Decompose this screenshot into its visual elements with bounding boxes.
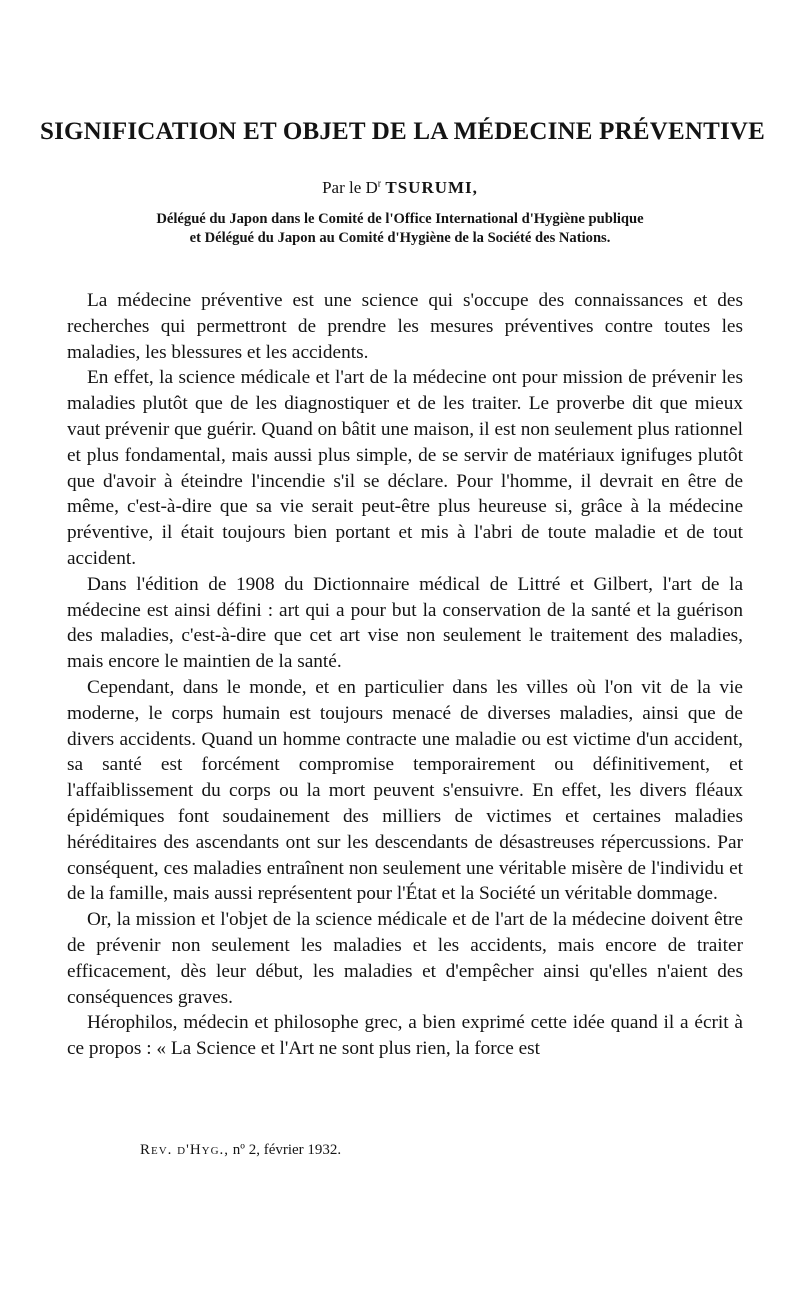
paragraph: En effet, la science médicale et l'art de la médecine ont pour mission de prévenir les maladies plutôt que de les diagnostiquer et de les traiter. Le proverbe dit que mieux vaut prévenir que guérir. Quand on bâtit une maison, il est non seulement plus rationnel et plus fondamental, mais aussi plus simple, de se servir de matériaux ignifuges plutôt que d'avoir à éteindre l'incendie s'il se déclare. Pour l'homme, il devrait en être de même, c'est-à-dire que sa vie serait peut-être plus heureuse si, grâce à la médecine préventive, il était toujours bien portant et mis à l'abri de toute maladie et de tout accident.	[67, 367, 743, 569]
issue-reference: nº 2, février 1932.	[232, 1142, 342, 1158]
affiliation-line: et Délégué du Japon au Comité d'Hygiène de la Société des Nations.	[189, 230, 611, 246]
author-affiliation	[0, 210, 800, 248]
paragraph: La médecine préventive est une science qui s'occupe des connaissances et des recherches qui permettront de prendre les mesures préventives contre toutes les maladies, les blessures et les accidents.	[67, 290, 743, 363]
article-title: SIGNIFICATION ET OBJET DE LA MÉDECINE PRÉVENTIVE	[40, 118, 766, 145]
author-byline	[0, 178, 800, 198]
affiliation-line: Délégué du Japon dans le Comité de l'Office International d'Hygiène publique	[156, 211, 644, 227]
paragraph: Dans l'édition de 1908 du Dictionnaire médical de Littré et Gilbert, l'art de la médecine est ainsi défini : art qui a pour but la conservation de la santé et la guérison des maladies, c'est-à-dire que cet art vise non seulement le traitement des maladies, mais encore le maintien de la santé.	[67, 573, 743, 673]
paragraph: Hérophilos, médecin et philosophe grec, a bien exprimé cette idée quand il a écrit à ce propos : « La Science et l'Art ne sont plus rien, la force est	[67, 1012, 743, 1060]
journal-abbreviation: Rev. d'Hyg.,	[140, 1142, 230, 1158]
paragraph: Cependant, dans le monde, et en particulier dans les villes où l'on vit de la vie moderne, le corps humain est toujours menacé de diverses maladies, ainsi que de divers accidents. Quand un homme contracte une maladie ou est victime d'un accident, sa santé est forcément compromise temporairement ou définitivement, et l'affaiblissement du corps ou la mort peuvent s'ensuivre. En effet, les divers fléaux épidémiques font soudainement des milliers de victimes et certaines maladies héréditaires des ascendants ont sur les descendants de désastreuses répercussions. Par conséquent, ces maladies entraînent non seulement une véritable misère de l'individu et de la famille, mais aussi représentent pour l'État et la Société un véritable dommage.	[67, 676, 743, 905]
byline-title-superscript: r	[377, 178, 382, 190]
article-body	[67, 288, 743, 1062]
paragraph: Or, la mission et l'objet de la science médicale et de l'art de la médecine doivent être de prévenir non seulement les maladies et les accidents, mais encore de traiter efficacement, dès leur début, les maladies et d'empêcher ainsi qu'elles n'aient des conséquences graves.	[67, 909, 743, 1008]
page-footer	[140, 1142, 341, 1159]
byline-prefix: Par le D	[322, 178, 378, 197]
author-name: TSURUMI,	[385, 178, 478, 197]
